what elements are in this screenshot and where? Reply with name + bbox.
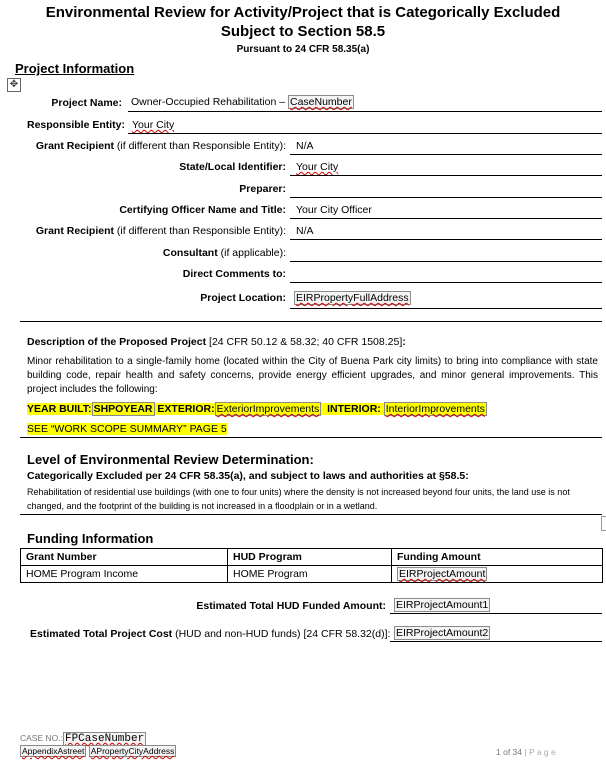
funding-heading: Funding Information (27, 531, 154, 546)
grant-recipient-value[interactable]: N/A (296, 225, 314, 237)
divider (128, 111, 602, 112)
appendix-street-field[interactable]: AppendixAstreet (22, 746, 85, 756)
grant-recipient-value[interactable]: N/A (296, 140, 314, 152)
project-amount-field[interactable]: EIRProjectAmount (399, 568, 486, 580)
direct-comments-label: Direct Comments to: (182, 268, 286, 280)
project-info-heading: Project Information (15, 61, 135, 76)
title-line-1: Environmental Review for Activity/Project that is Categorically Excluded (45, 4, 561, 21)
table-resize-handle[interactable] (601, 516, 606, 531)
section-divider (20, 514, 602, 515)
table-row (21, 566, 603, 583)
certifying-officer-label: Certifying Officer Name and Title: (119, 204, 286, 216)
project-name-label: Project Name: (51, 97, 122, 109)
column-header: Funding Amount (392, 549, 603, 566)
project-name-value[interactable]: Owner-Occupied Rehabilitation – CaseNumber (131, 96, 352, 108)
hud-total-value[interactable] (394, 599, 490, 611)
divider (290, 197, 602, 198)
project-location-label: Project Location: (200, 292, 286, 304)
description-label: Description of the Proposed Project [24 CFR 50.12 & 58.32; 40 CFR 1508.25]: (27, 336, 406, 348)
property-city-field[interactable]: APropertyCityAddress (90, 746, 175, 756)
responsible-entity-value[interactable]: Your City (132, 119, 175, 131)
hud-total-label: Estimated Total HUD Funded Amount: (196, 600, 386, 612)
column-header: HUD Program (228, 549, 392, 566)
project-cost-value[interactable] (394, 627, 490, 639)
consultant-label: Consultant (if applicable): (162, 247, 286, 259)
page-number: 1 of 34 | P a g e (496, 747, 556, 757)
move-handle-icon[interactable]: ✥ (7, 78, 21, 92)
divider (390, 641, 602, 642)
divider (290, 239, 602, 240)
year-built-label: YEAR BUILT: (27, 403, 92, 415)
interior-improvements-field[interactable]: InteriorImprovements (385, 403, 485, 415)
property-address-field[interactable]: EIRPropertyFullAddress (296, 292, 409, 304)
title-line-2: Subject to Section 58.5 (220, 23, 386, 40)
state-local-identifier-value[interactable]: Your City (296, 161, 339, 173)
level-heading: Level of Environmental Review Determination: (27, 452, 314, 467)
case-number-footer-field[interactable]: FPCaseNumber (64, 733, 145, 745)
grant-recipient-label: Grant Recipient (if different than Responsible Entity): (35, 140, 286, 152)
address-line (20, 746, 176, 756)
column-header: Grant Number (21, 549, 228, 566)
preparer-label: Preparer: (239, 183, 286, 195)
project-location-value[interactable] (294, 292, 411, 304)
table-header-row (21, 549, 603, 566)
exterior-improvements-field[interactable]: ExteriorImprovements (216, 403, 320, 415)
divider (290, 218, 602, 219)
pursuant-subtitle: Pursuant to 24 CFR 58.35(a) (236, 44, 370, 55)
divider (128, 133, 602, 134)
level-body: Rehabilitation of residential use buildings (with one to four units) where the density is not increased beyond four units, the land use is not changed, and the footprint of the building is not increased in a floodplain or in a wetland. (27, 487, 570, 511)
divider (290, 308, 602, 309)
year-built-line (27, 403, 487, 415)
shpo-year-field[interactable]: SHPOYEAR (93, 403, 153, 415)
see-note: SEE “WORK SCOPE SUMMARY” PAGE 5 (27, 423, 227, 435)
section-divider (20, 321, 602, 322)
divider (290, 175, 602, 176)
funding-table (20, 548, 603, 583)
certifying-officer-value[interactable]: Your City Officer (296, 204, 372, 216)
project-amount-1-field[interactable]: EIRProjectAmount1 (396, 599, 489, 611)
case-number-field[interactable]: CaseNumber (290, 96, 352, 108)
divider (290, 282, 602, 283)
table-cell[interactable]: HOME Program (228, 566, 392, 583)
section-divider (20, 437, 602, 438)
exterior-label: EXTERIOR: (157, 403, 215, 415)
description-body: Minor rehabilitation to a single-family home (located within the City of Buena Park city limits) to bring into compliance with state building code, repair health and safety concerns, provide energy efficient upgrades, and minor general improvements. This project includes the following: (27, 356, 598, 395)
grant-recipient-label: Grant Recipient (if different than Responsible Entity): (35, 225, 286, 237)
divider (290, 261, 602, 262)
table-cell[interactable] (392, 566, 603, 583)
interior-label: INTERIOR: (327, 403, 381, 415)
project-amount-2-field[interactable]: EIRProjectAmount2 (396, 627, 489, 639)
project-cost-label: Estimated Total Project Cost (HUD and non-HUD funds) [24 CFR 58.32(d)]: (30, 628, 391, 640)
table-cell[interactable]: HOME Program Income (21, 566, 228, 583)
divider (390, 613, 602, 614)
case-no-line: CASE NO.: FPCaseNumber (20, 733, 145, 745)
divider (290, 154, 602, 155)
responsible-entity-label: Responsible Entity: (26, 119, 125, 131)
state-local-identifier-label: State/Local Identifier: (179, 161, 286, 173)
level-subheading: Categorically Excluded per 24 CFR 58.35(a), and subject to laws and authorities at §58.5: (27, 470, 469, 482)
